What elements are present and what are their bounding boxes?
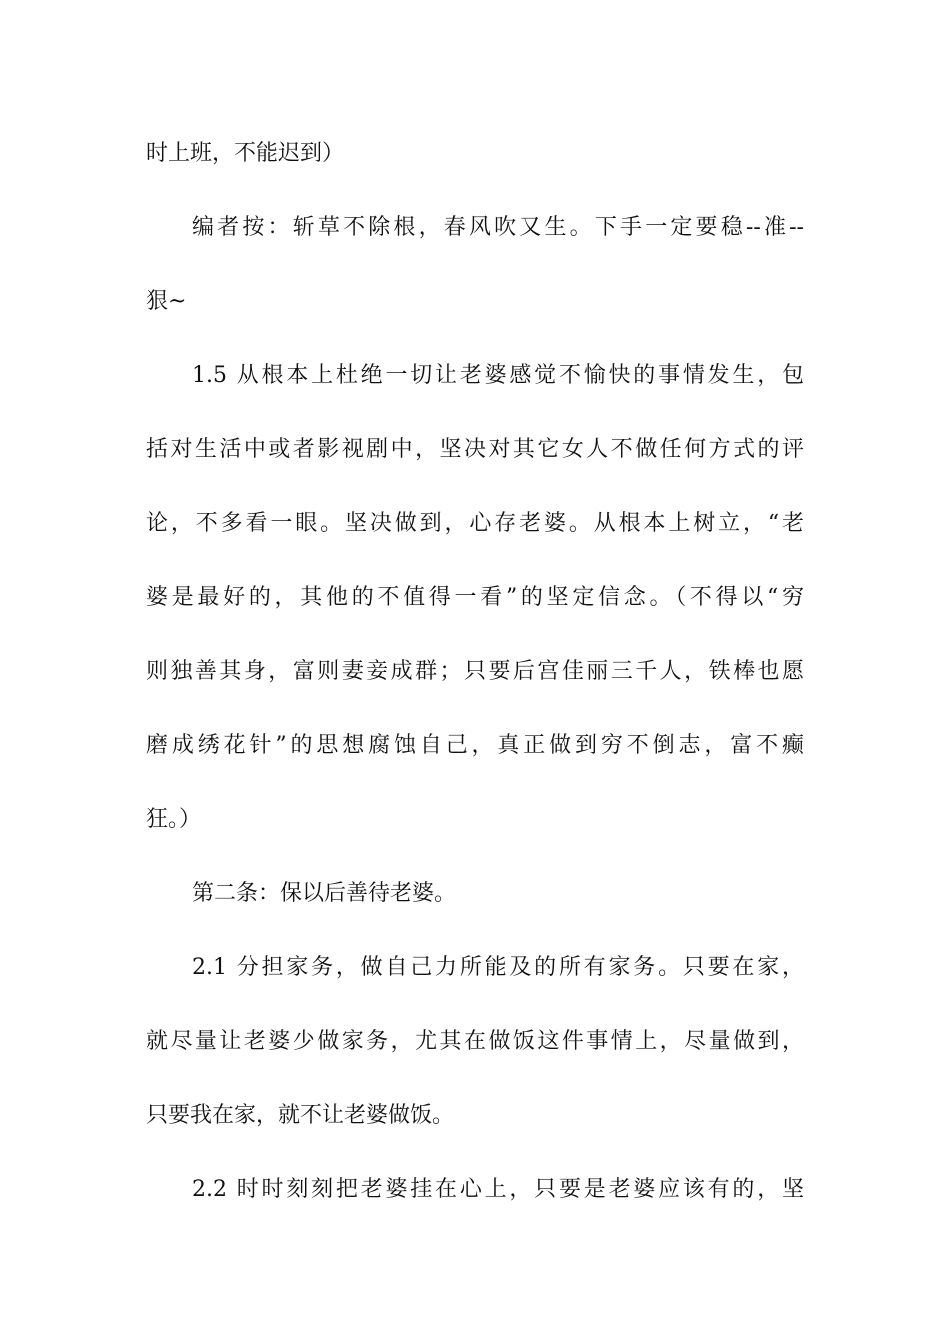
paragraph-line: 只要我在家，就不让老婆做饭。 <box>146 1103 455 1128</box>
paragraph-line: 2.1 分担家务，做自己力所能及的所有家务。只要在家， <box>192 955 804 980</box>
paragraph-line: 论，不多看一眼。坚决做到，心存老婆。从根本上树立，“老 <box>146 511 804 536</box>
paragraph-line: 狠~ <box>146 289 187 314</box>
paragraph-line: 狂。） <box>146 807 202 832</box>
paragraph-line: 就尽量让老婆少做家务，尤其在做饭这件事情上，尽量做到， <box>146 1029 804 1054</box>
paragraph-line: 编者按：斩草不除根，春风吹又生。下手一定要稳--准-- <box>192 215 804 240</box>
document-body <box>146 127 804 1216</box>
paragraph-line: 2.2 时时刻刻把老婆挂在心上，只要是老婆应该有的，坚 <box>192 1177 804 1202</box>
paragraph-line: 括对生活中或者影视剧中，坚决对其它女人不做任何方式的评 <box>146 437 804 462</box>
paragraph-line: 婆是最好的，其他的不值得一看”的坚定信念。（不得以“穷 <box>146 585 804 610</box>
paragraph-line: 时上班，不能迟到） <box>146 141 345 166</box>
paragraph-line: 1.5 从根本上杜绝一切让老婆感觉不愉快的事情发生，包 <box>192 363 804 388</box>
paragraph-line: 则独善其身，富则妻妾成群；只要后宫佳丽三千人，铁棒也愿 <box>146 659 804 684</box>
paragraph-line: 磨成绣花针”的思想腐蚀自己，真正做到穷不倒志，富不癫 <box>146 733 804 758</box>
section-heading: 第二条：保以后善待老婆。 <box>192 881 457 906</box>
